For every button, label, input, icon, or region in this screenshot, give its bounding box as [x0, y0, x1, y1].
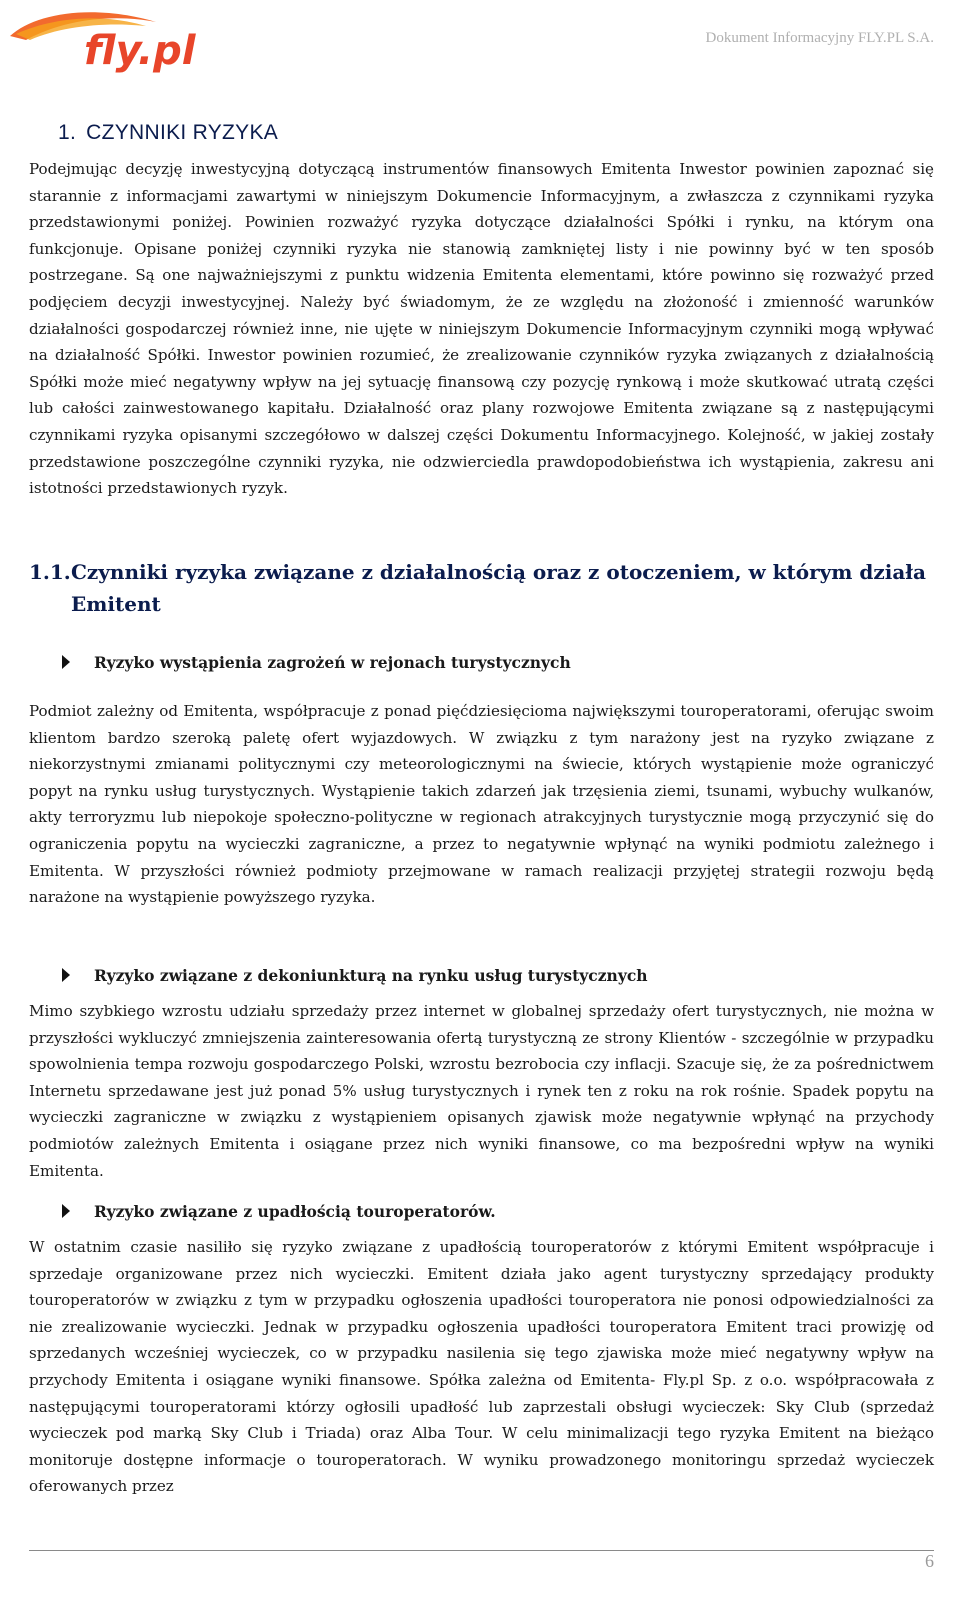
document-header-title: Dokument Informacyjny FLY.PL S.A.: [705, 30, 934, 46]
risk-title: Ryzyko wystąpienia zagrożeń w rejonach turystycznych: [94, 653, 571, 672]
page-number: 6: [925, 1551, 934, 1571]
bullet-arrow-icon: [62, 968, 70, 982]
risk-heading: [62, 966, 648, 985]
risk-paragraph: Podmiot zależny od Emitenta, współpracuje z ponad pięćdziesięcioma największymi touroperatorami, oferując swoim klientom bardzo szeroką paletę ofert wyjazdowych. W związku z tym narażony jest na ryzyko związane z niekorzystnymi zmianami politycznymi czy meteorologicznymi na świecie, których wystąpienie może ograniczyć popyt na rynku usług turystycznych. Wystąpienie takich zdarzeń jak trzęsienia ziemi, tsunami, wybuchy wulkanów, akty terroryzmu lub niepokoje społeczno-polityczne w regionach atrakcyjnych turystycznie mogą przyczynić się do ograniczenia popytu na wycieczki zagraniczne, a przez to negatywnie wpłynąć na wyniki podmiotu zależnego i Emitenta. W przyszłości również podmioty przejmowane w ramach realizacji przyjętej strategii rozwoju będą narażone na wystąpienie powyższego ryzyka.: [29, 702, 934, 907]
risk-heading: [62, 653, 571, 672]
subsection-heading: [29, 556, 934, 620]
risk-paragraph: W ostatnim czasie nasiliło się ryzyko związane z upadłością touroperatorów z którymi Emitent współpracuje i sprzedaje organizowane przez nich wycieczki. Emitent działa jako agent turystyczny sprzedający produkty touroperatorów w związku z tym w przypadku ogłoszenia upadłości touroperatora nie ponosi odpowiedzialności za nie zrealizowanie wycieczki. Jednak w przypadku ogłoszenia upadłości touroperatora Emitent traci prowizję od sprzedanych wcześniej wycieczek, co w przypadku nasilenia się tego zjawiska może mieć negatywny wpływ na przychody Emitenta i osiągane wyniki finansowe. Spółka zależna od Emitenta- Fly.pl Sp. z o.o. współpracowała z następującymi touroperatorami którzy ogłosili upadłość lub zaprzestali obsługi wycieczek: Sky Club (sprzedaż wycieczek pod marką Sky Club i Triada) oraz Alba Tour. W celu minimalizacji tego ryzyka Emitent na bieżąco monitoruje dostępne informacje o touroperatorach. W wyniku prowadzonego monitoringu sprzedaż wycieczek oferowanych przez: [29, 1238, 934, 1496]
bullet-arrow-icon: [62, 655, 70, 669]
risk-title: Ryzyko związane z dekoniunkturą na rynku usług turystycznych: [94, 966, 648, 985]
section-title: CZYNNIKI RYZYKA: [86, 121, 279, 144]
logo-wordmark: fly.pl: [84, 28, 196, 74]
subsection-title: Czynniki ryzyka związane z działalnością oraz z otoczeniem, w którym działa Emitent: [71, 560, 926, 616]
company-logo: [6, 6, 226, 80]
risk-heading: [62, 1202, 496, 1221]
section-number: 1.: [58, 121, 77, 144]
bullet-arrow-icon: [62, 1204, 70, 1218]
section-heading: [58, 121, 278, 145]
subsection-number: 1.1.: [29, 560, 71, 584]
intro-paragraph: Podejmując decyzję inwestycyjną dotyczącą instrumentów finansowych Emitenta Inwestor powinien zapoznać się starannie z informacjami zawartymi w niniejszym Dokumencie Informacyjnym, a zwłaszcza z czynnikami ryzyka przedstawionymi poniżej. Powinien rozważyć ryzyka dotyczące działalności Spółki i rynku, na którym ona funkcjonuje. Opisane poniżej czynniki ryzyka nie stanowią zamkniętej listy i nie powinny być w ten sposób postrzegane. Są one najważniejszymi z punktu widzenia Emitenta elementami, które powinno się rozważyć przed podjęciem decyzji inwestycyjnej. Należy być świadomym, że ze względu na złożoność i zmienność warunków działalności gospodarczej również inne, nie ujęte w niniejszym Dokumencie Informacyjnym czynniki mogą wpływać na działalność Spółki. Inwestor powinien rozumieć, że zrealizowanie czynników ryzyka związanych z działalnością Spółki może mieć negatywny wpływ na jej sytuację finansową czy pozycję rynkową i może skutkować utratą części lub całości zainwestowanego kapitału. Działalność oraz plany rozwojowe Emitenta związane są z następującymi czynnikami ryzyka opisanymi szczegółowo w dalszej części Dokumentu Informacyjnego. Kolejność, w jakiej zostały przedstawione poszczególne czynniki ryzyka, nie odzwierciedla prawdopodobieństwa ich wystąpienia, zakresu ani istotności przedstawionych ryzyk.: [29, 160, 934, 498]
footer-divider: [29, 1550, 934, 1551]
risk-paragraph: Mimo szybkiego wzrostu udziału sprzedaży przez internet w globalnej sprzedaży ofert turystycznych, nie można w przyszłości wykluczyć zmniejszenia zainteresowania ofertą turystyczną ze strony Klientów - szczególnie w przypadku spowolnienia tempa rozwoju gospodarczego Polski, wzrostu bezrobocia czy inflacji. Szacuje się, że za pośrednictwem Internetu sprzedawane jest już ponad 5% usług turystycznych i rynek ten z roku na rok rośnie. Spadek popytu na wycieczki zagraniczne w związku z wystąpieniem opisanych zjawisk może negatywnie wpłynąć na przychody podmiotów zależnych Emitenta i osiągane przez nich wyniki finansowe, co ma bezpośredni wpływ na wyniki Emitenta.: [29, 1002, 934, 1180]
risk-title: Ryzyko związane z upadłością touroperatorów.: [94, 1202, 496, 1221]
